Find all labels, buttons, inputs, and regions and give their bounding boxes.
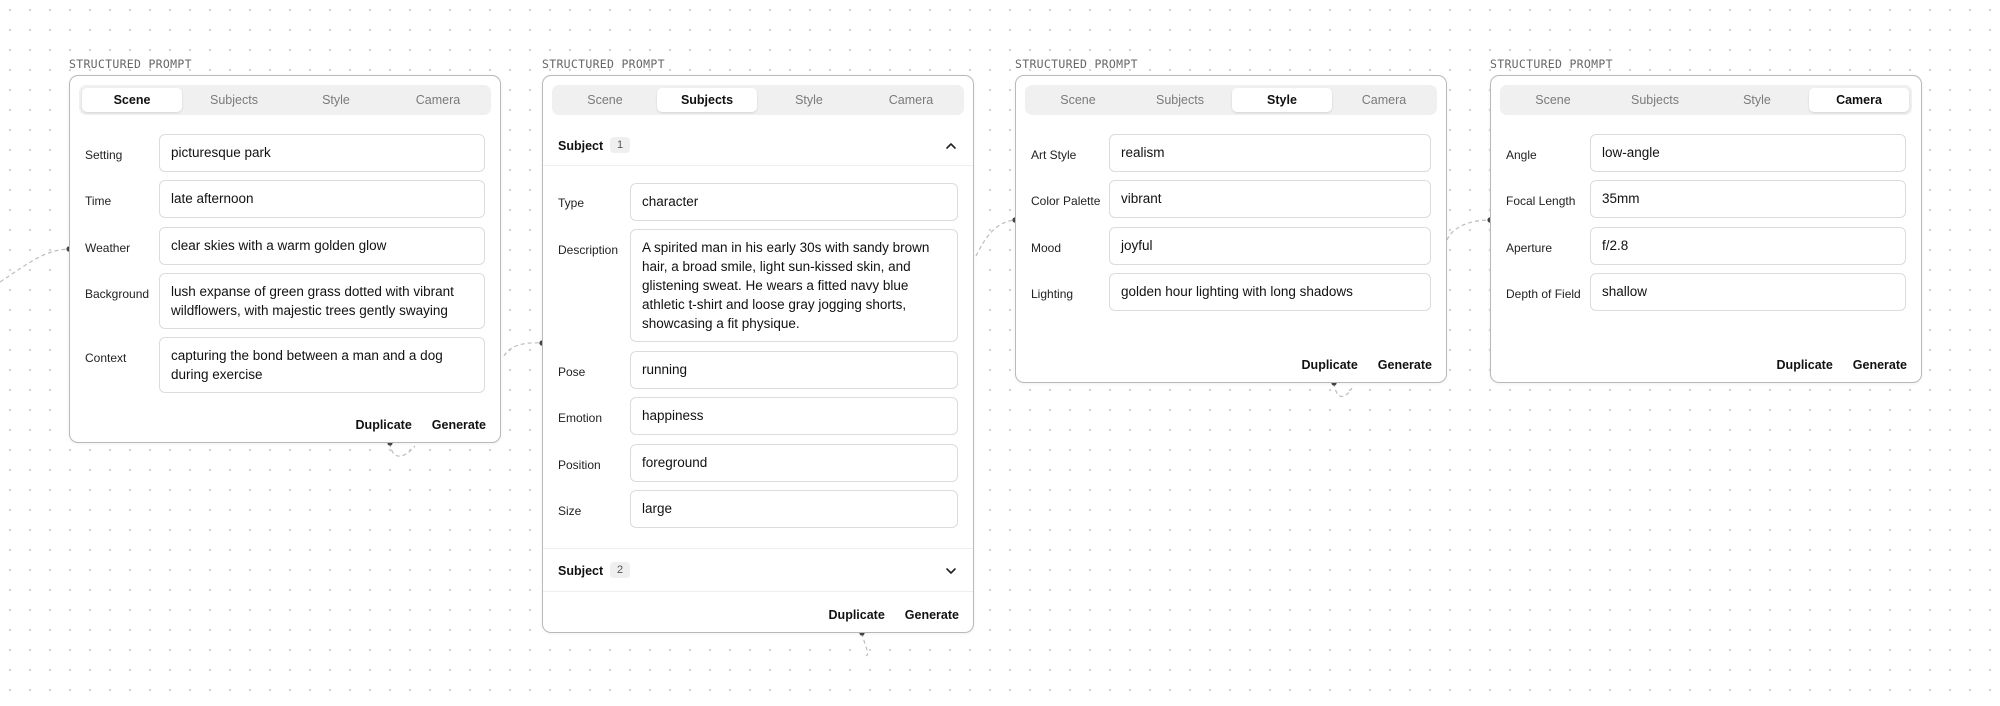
duplicate-button[interactable]: Duplicate [828,608,885,622]
weather-field[interactable]: clear skies with a warm golden glow [159,227,485,265]
duplicate-button[interactable]: Duplicate [1301,358,1358,372]
tab-scene[interactable]: Scene [587,93,623,107]
tab-style[interactable]: Style [322,93,350,107]
tab-subjects[interactable]: Subjects [210,93,258,107]
card-footer [829,608,959,622]
time-field[interactable]: late afternoon [159,180,485,218]
edge-subjects-out [862,633,868,656]
generate-button[interactable]: Generate [904,608,959,622]
context-label: Context [85,351,127,365]
subject-2-title: Subject [558,564,604,578]
edge-into-style [976,220,1015,256]
tab-bar [1500,85,1912,115]
background-field[interactable]: lush expanse of green grass dotted with vibrant wildflowers, with majestic trees gently swaying [159,273,485,329]
weather-label: Weather [85,241,131,255]
size-field[interactable]: large [630,490,958,528]
card-footer [356,418,486,432]
structured-prompt-card-style[interactable] [1015,75,1447,383]
type-label: Type [558,196,585,210]
size-label: Size [558,504,582,518]
tab-style[interactable]: Style [1743,93,1771,107]
pose-field[interactable]: running [630,351,958,389]
position-label: Position [558,458,601,472]
angle-field[interactable]: low-angle [1590,134,1906,172]
card-footer [1777,358,1907,372]
lighting-field[interactable]: golden hour lighting with long shadows [1109,273,1431,311]
generate-button[interactable]: Generate [1377,358,1432,372]
aperture-label: Aperture [1506,241,1553,255]
tab-camera[interactable]: Camera [888,93,934,107]
tab-bar [552,85,964,115]
tab-camera[interactable]: Camera [415,93,461,107]
chevron-up-icon[interactable] [945,140,957,152]
subject-2-badge: 2 [610,562,630,578]
tab-subjects[interactable]: Subjects [1631,93,1679,107]
tab-subjects[interactable]: Subjects [657,88,757,112]
pose-label: Pose [558,365,586,379]
type-field[interactable]: character [630,183,958,221]
context-field[interactable]: capturing the bond between a man and a dog during exercise [159,337,485,393]
description-field[interactable]: A spirited man in his early 30s with sandy brown hair, a broad smile, light sun-kissed skin, and glistening sweat. He wears a fitted navy blue athletic t-shirt and loose gray jogging shorts, showcasing a fit physique. [630,229,958,342]
depth-of-field-field[interactable]: shallow [1590,273,1906,311]
tab-scene[interactable]: Scene [1060,93,1096,107]
edge-into-camera [1447,220,1490,240]
aperture-field[interactable]: f/2.8 [1590,227,1906,265]
tab-bar [79,85,491,115]
structured-prompt-card-camera[interactable] [1490,75,1922,383]
node-label-scene: STRUCTURED PROMPT [69,57,192,71]
edge-style-out [1334,383,1352,396]
time-label: Time [85,194,112,208]
color-palette-field[interactable]: vibrant [1109,180,1431,218]
edge-scene-out [390,443,415,456]
emotion-label: Emotion [558,411,603,425]
subject-1-header[interactable] [543,126,973,166]
lighting-label: Lighting [1031,287,1074,301]
focal-length-field[interactable]: 35mm [1590,180,1906,218]
edge-into-subjects [504,343,542,356]
node-label-subjects: STRUCTURED PROMPT [542,57,665,71]
art-style-field[interactable]: realism [1109,134,1431,172]
tab-style[interactable]: Style [1232,88,1332,112]
edge-into-scene [0,249,69,282]
tab-bar [1025,85,1437,115]
generate-button[interactable]: Generate [1852,358,1907,372]
tab-camera[interactable]: Camera [1361,93,1407,107]
structured-prompt-card-subjects[interactable] [542,75,974,633]
duplicate-button[interactable]: Duplicate [1776,358,1833,372]
node-label-style: STRUCTURED PROMPT [1015,57,1138,71]
subject-2-header[interactable] [543,548,973,592]
mood-field[interactable]: joyful [1109,227,1431,265]
emotion-field[interactable]: happiness [630,397,958,435]
tab-camera[interactable]: Camera [1809,88,1909,112]
art-style-label: Art Style [1031,148,1077,162]
color-palette-label: Color Palette [1031,194,1101,208]
subject-1-badge: 1 [610,137,630,153]
angle-label: Angle [1506,148,1537,162]
tab-subjects[interactable]: Subjects [1156,93,1204,107]
generate-button[interactable]: Generate [431,418,486,432]
subject-1-title: Subject [558,139,604,153]
position-field[interactable]: foreground [630,444,958,482]
duplicate-button[interactable]: Duplicate [355,418,412,432]
structured-prompt-card-scene[interactable] [69,75,501,443]
chevron-down-icon[interactable] [945,565,957,577]
tab-scene[interactable]: Scene [82,88,182,112]
node-label-camera: STRUCTURED PROMPT [1490,57,1613,71]
tab-style[interactable]: Style [795,93,823,107]
card-footer [1302,358,1432,372]
background-label: Background [85,287,150,301]
mood-label: Mood [1031,241,1062,255]
tab-scene[interactable]: Scene [1535,93,1571,107]
setting-field[interactable]: picturesque park [159,134,485,172]
focal-length-label: Focal Length [1506,194,1576,208]
setting-label: Setting [85,148,123,162]
description-label: Description [558,243,619,257]
depth-of-field-label: Depth of Field [1506,287,1581,301]
